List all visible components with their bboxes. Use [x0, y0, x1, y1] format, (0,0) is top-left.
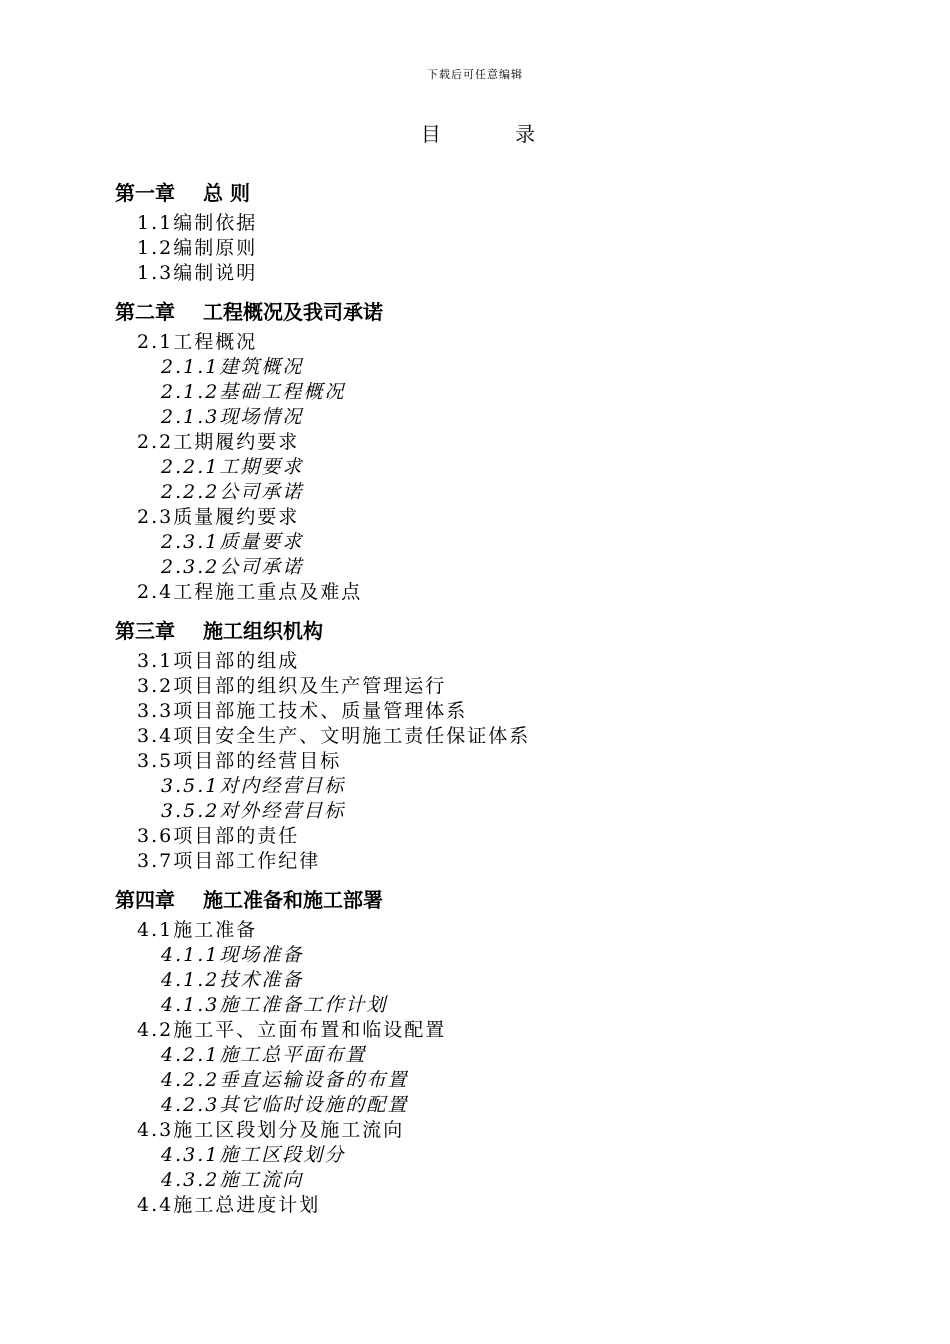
chapter-title: 总 则 [203, 181, 250, 205]
toc-subsection-item[interactable]: 4.1.2技术准备 [161, 969, 304, 991]
toc-subsection-item[interactable]: 2.1.1建筑概况 [161, 356, 304, 378]
toc-chapter-heading[interactable] [115, 175, 875, 211]
toc-section-item[interactable]: 4.3施工区段划分及施工流向 [137, 1119, 405, 1141]
toc-subsection-item[interactable]: 2.2.1工期要求 [161, 456, 304, 478]
toc-subsection-item[interactable]: 4.2.3其它临时设施的配置 [161, 1094, 409, 1116]
toc-subsection-item[interactable]: 2.1.3现场情况 [161, 406, 304, 428]
toc-section-item[interactable]: 3.5项目部的经营目标 [137, 750, 342, 772]
toc-subsection-item[interactable]: 4.1.1现场准备 [161, 944, 304, 966]
toc-subsection-item[interactable]: 2.2.2公司承诺 [161, 481, 304, 503]
toc-section-item[interactable]: 1.1编制依据 [137, 212, 258, 234]
chapter-number: 第一章 [115, 181, 175, 205]
chapter-title: 施工准备和施工部署 [203, 888, 383, 912]
toc-section-item[interactable]: 4.4施工总进度计划 [137, 1194, 321, 1216]
toc-section-item[interactable]: 2.3质量履约要求 [137, 506, 300, 528]
toc-section-item[interactable]: 1.2编制原则 [137, 237, 258, 259]
chapter-number: 第三章 [115, 619, 175, 643]
chapter-number: 第二章 [115, 300, 175, 324]
toc-section-item[interactable]: 3.7项目部工作纪律 [137, 850, 321, 872]
chapter-spacer [115, 874, 875, 882]
toc-section-item[interactable]: 3.1项目部的组成 [137, 650, 300, 672]
chapter-title: 施工组织机构 [203, 619, 323, 643]
table-of-contents [115, 174, 875, 1218]
chapter-spacer [115, 605, 875, 613]
header-note: 下载后可任意编辑 [427, 68, 523, 81]
toc-chapter-heading[interactable] [115, 294, 875, 330]
toc-section-item[interactable]: 2.4工程施工重点及难点 [137, 581, 363, 603]
toc-section-item[interactable]: 4.2施工平、立面布置和临设配置 [137, 1019, 447, 1041]
toc-section-item[interactable]: 2.1工程概况 [137, 331, 258, 353]
toc-subsection-item[interactable]: 2.1.2基础工程概况 [161, 381, 346, 403]
chapter-number: 第四章 [115, 888, 175, 912]
toc-subsection-item[interactable]: 4.3.1施工区段划分 [161, 1144, 346, 1166]
toc-section-item[interactable]: 4.1施工准备 [137, 919, 258, 941]
chapter-spacer [115, 286, 875, 294]
toc-subsection-item[interactable]: 4.2.1施工总平面布置 [161, 1044, 367, 1066]
toc-subsection-item[interactable]: 2.3.1质量要求 [161, 531, 304, 553]
toc-section-item[interactable]: 2.2工期履约要求 [137, 431, 300, 453]
toc-subsection-item[interactable]: 3.5.2对外经营目标 [161, 800, 346, 822]
toc-subsection-item[interactable]: 3.5.1对内经营目标 [161, 775, 346, 797]
toc-section-item[interactable]: 3.6项目部的责任 [137, 825, 300, 847]
toc-chapter-heading[interactable] [115, 613, 875, 649]
chapter-title: 工程概况及我司承诺 [203, 300, 383, 324]
toc-chapter-heading[interactable] [115, 882, 875, 918]
toc-title: 目 录 [420, 122, 570, 146]
toc-subsection-item[interactable]: 4.2.2垂直运输设备的布置 [161, 1069, 409, 1091]
toc-section-item[interactable]: 3.3项目部施工技术、质量管理体系 [137, 700, 468, 722]
toc-subsection-item[interactable]: 2.3.2公司承诺 [161, 556, 304, 578]
toc-section-item[interactable]: 3.2项目部的组织及生产管理运行 [137, 675, 447, 697]
toc-subsection-item[interactable]: 4.3.2施工流向 [161, 1169, 304, 1191]
toc-subsection-item[interactable]: 4.1.3施工准备工作计划 [161, 994, 388, 1016]
toc-section-item[interactable]: 1.3编制说明 [137, 262, 258, 284]
toc-section-item[interactable]: 3.4项目安全生产、文明施工责任保证体系 [137, 725, 531, 747]
